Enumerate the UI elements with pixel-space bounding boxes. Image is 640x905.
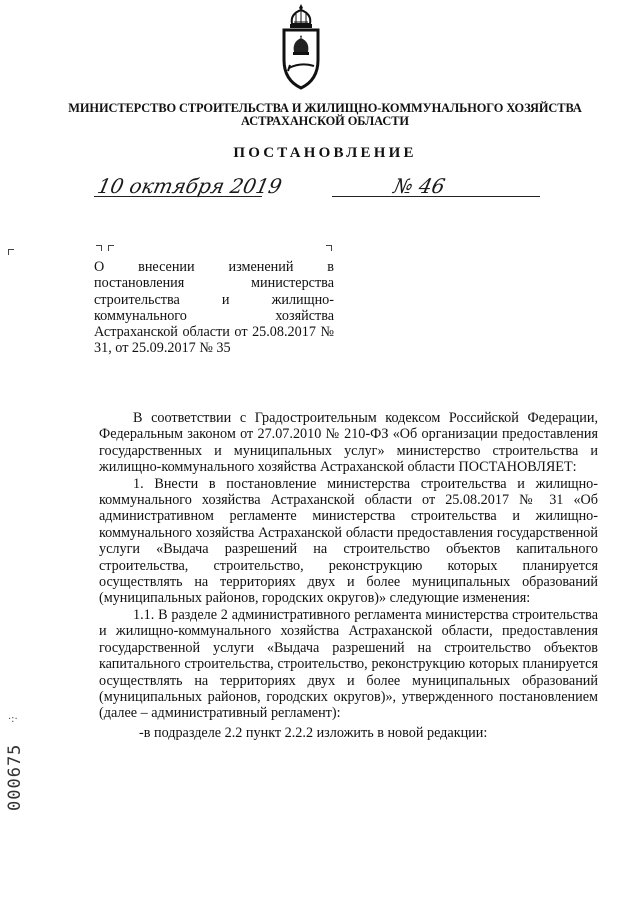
document-body [99,410,598,741]
ministry-name [40,102,610,128]
margin-serial-number: 000675 [5,743,25,811]
paragraph-item-1-1: 1.1. В разделе 2 административного регламента министерства строительства и жилищно-коммунального хозяйства Астраханской области, предоставления государственной услуги «Выдача разрешений на строительство объектов капитального строительства, строительство, реконструкцию которых планируется осуществлять на территориях двух и более муниципальных образований (муниципальных районов, городских округов)», утвержденного постановлением (далее – административный регламент): [99,606,598,722]
handwritten-number: № 46 [391,174,448,198]
document-type: ПОСТАНОВЛЕНИЕ [233,145,417,161]
corner-mark-left [8,249,14,255]
margin-mark: ·:· [8,714,18,725]
number-underline [332,196,540,197]
paragraph-amendment: -в подразделе 2.2 пункт 2.2.2 изложить в новой редакции: [139,724,488,741]
coat-of-arms-emblem [270,2,332,90]
corner-mark-bracket-b [108,245,114,251]
handwritten-date: 10 октября 2019 [95,174,285,198]
corner-mark-right [326,245,332,251]
corner-mark-bracket-a [96,245,102,251]
document-subject: О внесении изменений в постановления министерства строительства и жилищно-коммунального хозяйства Астраханской области от 25.08.2017 № 31, от 25.09.2017 № 35 [94,259,334,357]
paragraph-item-1: 1. Внести в постановление министерства строительства и жилищно-коммунального хозяйства Астраханской области от 25.08.2017 № 31 «Об административном регламенте министерства строительства и жилищно-коммунального хозяйства Астраханской области предоставления государственной услуги «Выдача разрешений на строительство объектов капитального строительства, строительство, реконструкцию которых планируется осуществлять на территориях двух и более муниципальных образований (муниципальных районов, городских округов)» следующие изменения: [99,475,598,607]
ministry-name-line1: МИНИСТЕРСТВО СТРОИТЕЛЬСТВА И ЖИЛИЩНО-КОММУНАЛЬНОГО ХОЗЯЙСТВА [68,101,582,115]
paragraph-preamble: В соответствии с Градостроительным кодексом Российской Федерации, Федеральным законом от 27.07.2010 № 210-ФЗ «Об организации предоставления государственных и муниципальных услуг» министерство строительства и жилищно-коммунального хозяйства Астраханской области ПОСТАНОВЛЯЕТ: [99,410,598,476]
ministry-name-line2: АСТРАХАНСКОЙ ОБЛАСТИ [241,114,409,128]
date-underline [94,196,262,197]
